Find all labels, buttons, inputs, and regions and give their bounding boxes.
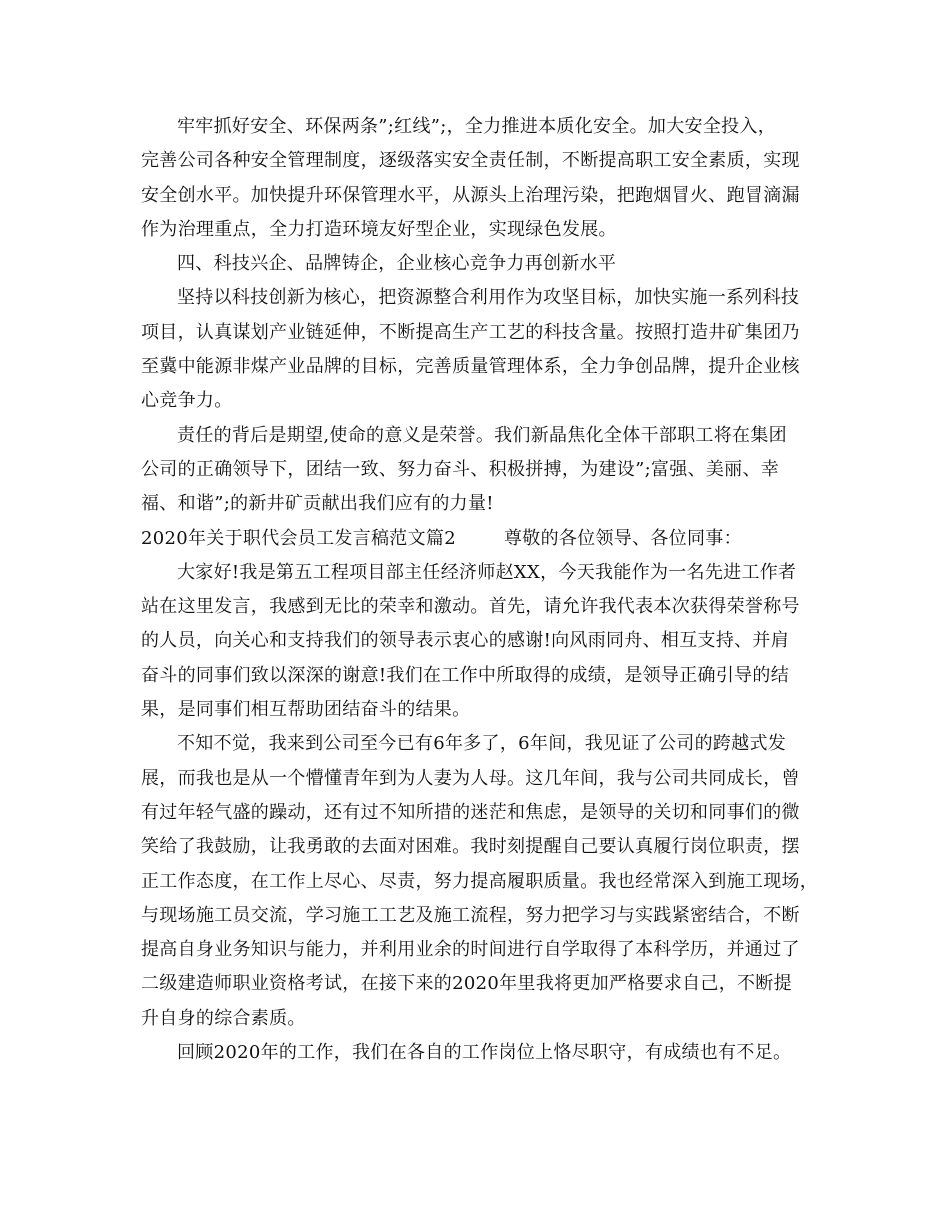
text-line: 完善公司各种安全管理制度，逐级落实安全责任制，不断提高职工安全素质，实现 (141, 150, 800, 172)
text-line: 项目，认真谋划产业链延伸，不断提高生产工艺的科技含量。按照打造井矿集团乃 (141, 321, 800, 343)
text-line: 正工作态度，在工作上尽心、尽责，努力提高履职质量。我也经常深入到施工现场， (141, 870, 819, 892)
text-line: 的人员，向关心和支持我们的领导表示衷心的感谢!向风雨同舟、相互支持、并肩 (141, 630, 790, 652)
article-title: 2020年关于职代会员工发言稿范文篇2 (141, 527, 456, 549)
text-line: 心竞争力。 (141, 390, 233, 412)
text-line: 福、和谐”;的新井矿贡献出我们应有的力量! (141, 493, 494, 515)
document-body (141, 110, 819, 1070)
text-line: 二级建造师职业资格考试，在接下来的2020年里我将更加严格要求自己，不断提 (141, 973, 792, 995)
text-line: 奋斗的同事们致以深深的谢意!我们在工作中所取得的成绩，是领导正确引导的结 (141, 664, 790, 686)
text-line: 果，是同事们相互帮助团结奋斗的结果。 (141, 699, 471, 721)
salutation: 尊敬的各位领导、各位同事： (503, 527, 742, 549)
text-line: 牢牢抓好安全、环保两条”;红线”;，全力推进本质化安全。加大安全投入， (177, 116, 777, 137)
text-line: 不知不觉，我来到公司至今已有6年多了，6年间，我见证了公司的跨越式发 (177, 733, 787, 755)
text-line: 升自身的综合素质。 (141, 1007, 306, 1029)
text-line: 站在这里发言，我感到无比的荣幸和激动。首先，请允许我代表本次获得荣誉称号 (141, 596, 800, 618)
text-line: 与现场施工员交流，学习施工工艺及施工流程，努力把学习与实践紧密结合，不断 (141, 904, 800, 926)
section-heading: 四、科技兴企、品牌铸企，企业核心竞争力再创新水平 (177, 253, 617, 275)
text-line: 大家好!我是第五工程项目部主任经济师赵XX，今天我能作为一名先进工作者 (177, 561, 797, 583)
text-line: 作为治理重点，全力打造环境友好型企业，实现绿色发展。 (141, 218, 617, 240)
text-line: 提高自身业务知识与能力，并利用业余的时间进行自学取得了本科学历，并通过了 (141, 939, 800, 961)
text-line: 至冀中能源非煤产业品牌的目标，完善质量管理体系，全力争创品牌，提升企业核 (141, 356, 800, 378)
text-line: 坚持以科技创新为核心，把资源整合利用作为攻坚目标，加快实施一系列科技 (177, 287, 800, 309)
text-line: 展，而我也是从一个懵懂青年到为人妻为人母。这几年间，我与公司共同成长，曾 (141, 767, 800, 789)
text-line: 有过年轻气盛的躁动，还有过不知所措的迷茫和焦虑，是领导的关切和同事们的微 (141, 801, 800, 823)
text-line: 公司的正确领导下，团结一致、努力奋斗、积极拼搏，为建设”;富强、美丽、幸 (141, 458, 780, 480)
text-line: 回顾2020年的工作，我们在各自的工作岗位上恪尽职守，有成绩也有不足。 (177, 1042, 792, 1064)
text-line: 责任的背后是期望,使命的意义是荣誉。我们新晶焦化全体干部职工将在集团 (177, 424, 787, 446)
text-line: 笑给了我鼓励，让我勇敢的去面对困难。我时刻提醒自己要认真履行岗位职责，摆 (141, 836, 800, 858)
article-title-line (141, 522, 811, 556)
text-line: 安全创水平。加快提升环保管理水平，从源头上治理污染，把跑烟冒火、跑冒滴漏 (141, 184, 800, 206)
